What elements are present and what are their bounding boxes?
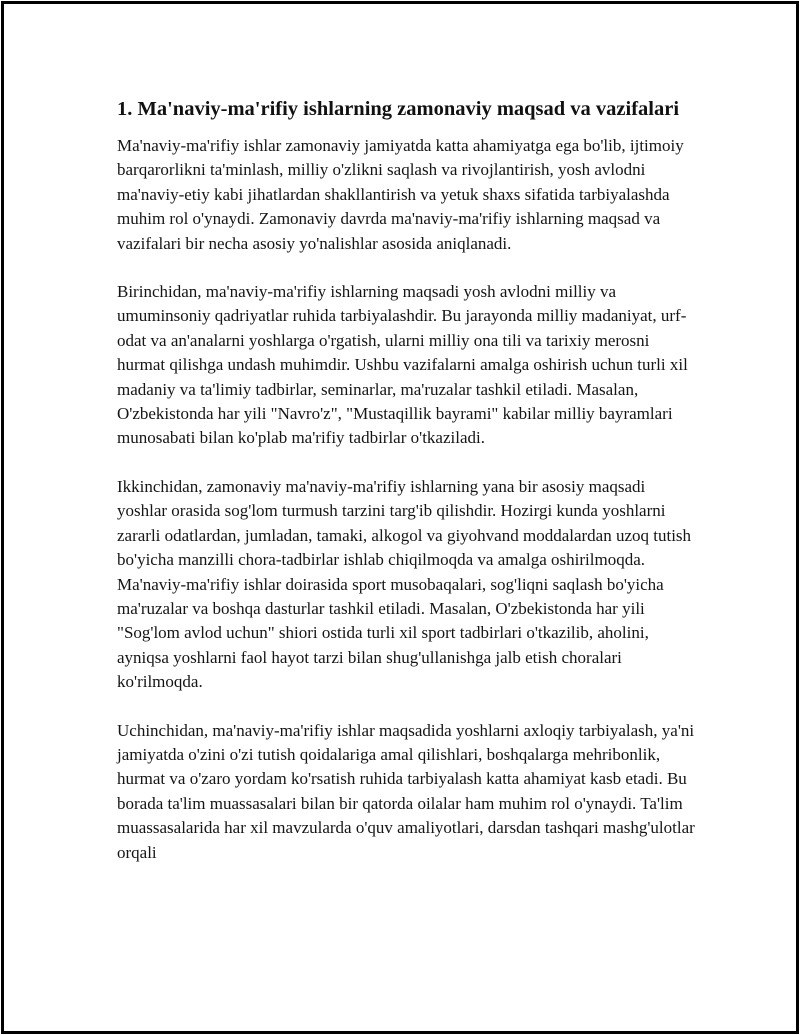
paragraph-intro: Ma'naviy-ma'rifiy ishlar zamonaviy jamiyatda katta ahamiyatga ega bo'lib, ijtimoiy barqarorlikni ta'minlash, milliy o'zlikni saqlash va rivojlantirish, yosh avlodni ma'naviy-etiy kabi jihatlardan shakllantirish va yetuk shaxs sifatida tarbiyalashda muhim rol o'ynaydi. Zamonaviy davrda ma'naviy-ma'rifiy ishlarning maqsad va vazifalari bir necha asosiy yo'nalishlar asosida aniqlanadi. (117, 136, 684, 253)
paragraph-uchinchidan: Uchinchidan, ma'naviy-ma'rifiy ishlar maqsadida yoshlarni axloqiy tarbiyalash, ya'ni jamiyatda o'zini o'zi tutish qoidalariga amal qilishlari, boshqalarga mehribonlik, hurmat va o'zaro yordam ko'rsatish ruhida tarbiyalash katta ahamiyat kasb etadi. Bu borada ta'lim muassasalari bilan bir qatorda oilalar ham muhim rol o'ynaydi. Ta'lim muassasalarida har xil mavzularda o'quv amaliyotlari, darsdan tashqari mashg'ulotlar orqali (117, 720, 695, 862)
document-content (117, 95, 697, 889)
section-heading: 1. Ma'naviy-ma'rifiy ishlarning zamonaviy maqsad va vazifalari (117, 98, 680, 120)
paragraph-birinchidan: Birinchidan, ma'naviy-ma'rifiy ishlarning maqsadi yosh avlodni milliy va umuminsoniy qadriyatlar ruhida tarbiyalashdir. Bu jarayonda milliy madaniyat, urf-odat va an'analarni yoshlarga o'rgatish, ularni milliy ona tili va tarixiy merosni hurmat qilishga undash muhimdir. Ushbu vazifalarni amalga oshirish uchun turli xil madaniy va ta'limiy tadbirlar, seminarlar, ma'ruzalar tashkil etiladi. Masalan, O'zbekistonda har yili "Navro'z", "Mustaqillik bayrami" kabilar milliy bayramlari munosabati bilan ko'plab ma'rifiy tadbirlar o'tkaziladi. (117, 282, 688, 448)
paragraph-ikkinchidan: Ikkinchidan, zamonaviy ma'naviy-ma'rifiy ishlarning yana bir asosiy maqsadi yoshlar orasida sog'lom turmush tarzini targ'ib qilishdir. Hozirgi kunda yoshlarni zararli odatlardan, jumladan, tamaki, alkogol va giyohvand moddalardan uzoq tutish bo'yicha manzilli chora-tadbirlar ishlab chiqilmoqda va amalga oshirilmoqda. Ma'naviy-ma'rifiy ishlar doirasida sport musobaqalari, sog'liqni saqlash bo'yicha ma'ruzalar va boshqa dasturlar tashkil etiladi. Masalan, O'zbekistonda har yili "Sog'lom avlod uchun" shiori ostida turli xil sport tadbirlari o'tkazilib, aholini, ayniqsa yoshlarni faol hayot tarzi bilan shug'ullanishga jalb etish choralari ko'rilmoqda. (117, 476, 692, 692)
